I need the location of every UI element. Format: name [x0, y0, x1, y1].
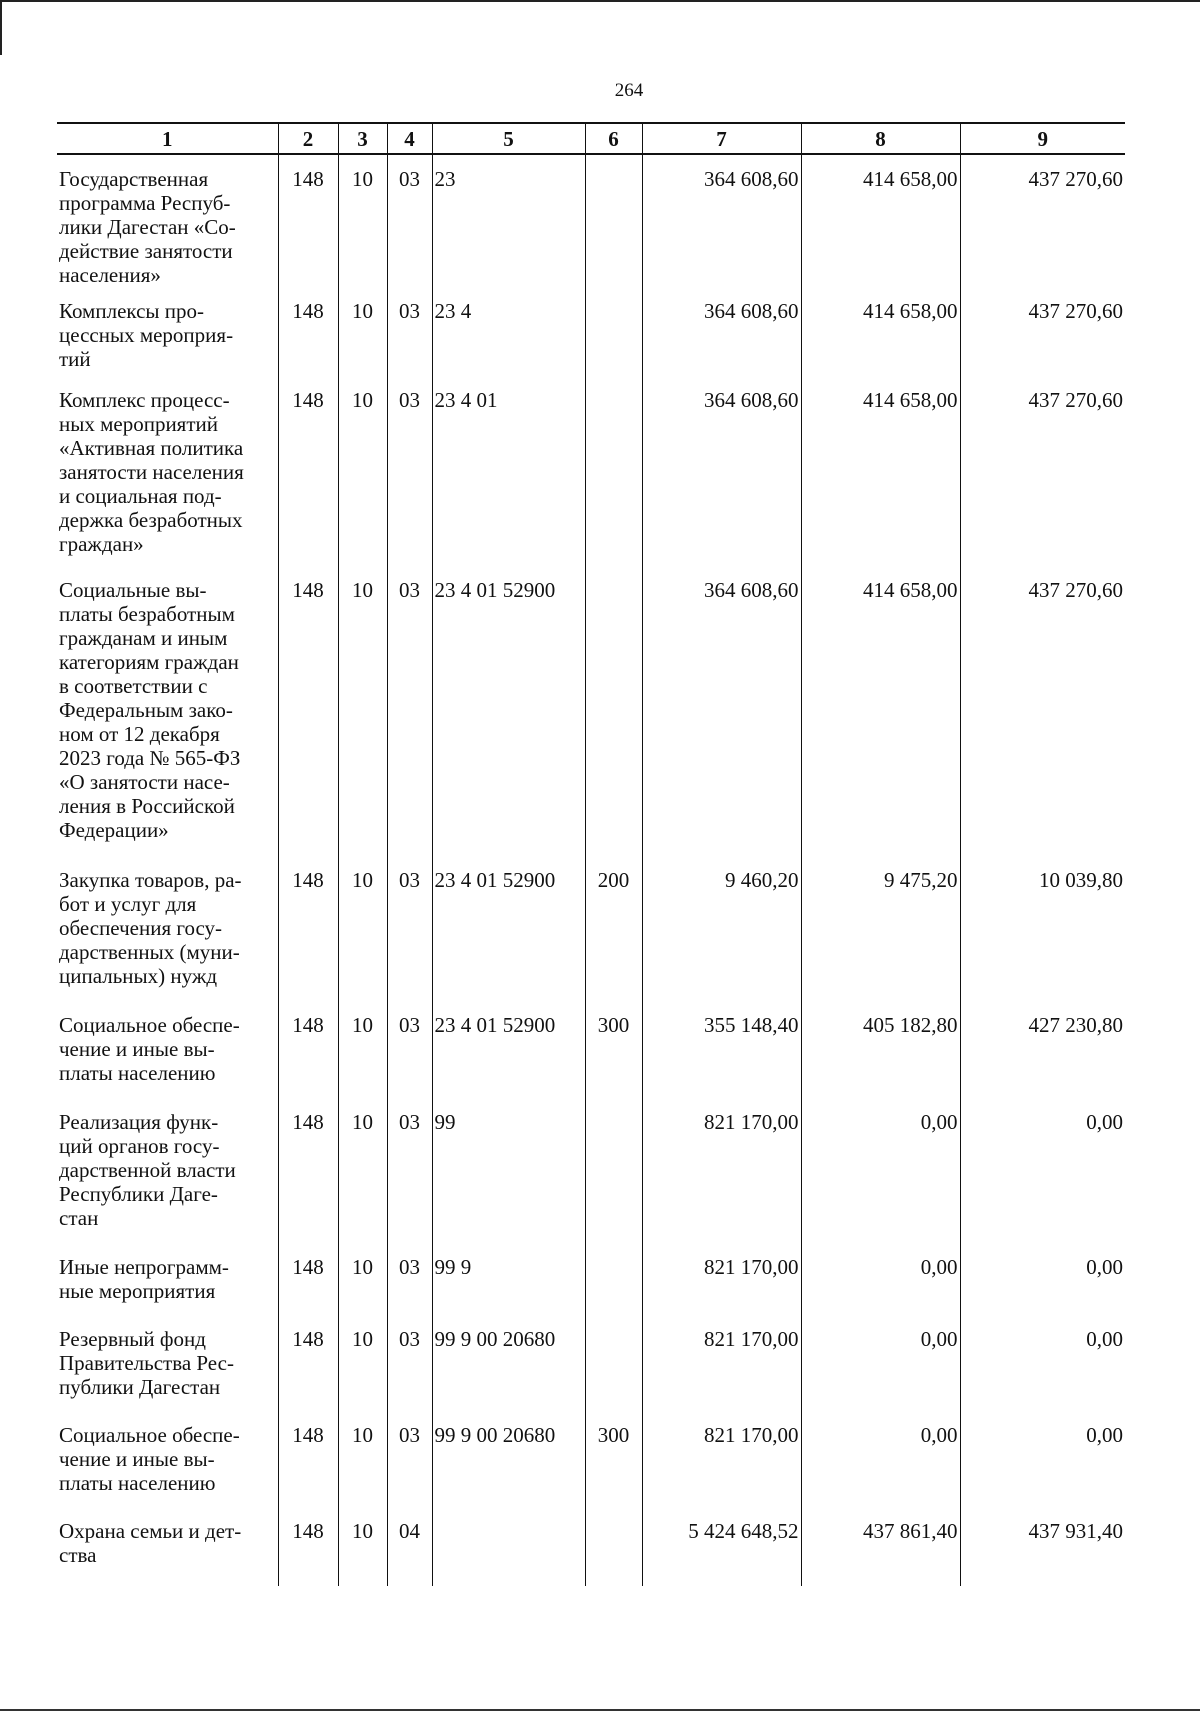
cell-amount-8: 437 861,40 [801, 1507, 960, 1586]
cell-amount-7: 355 148,40 [642, 1001, 801, 1098]
table-row [57, 376, 1125, 566]
cell-admin-code: 148 [278, 154, 338, 287]
cell-amount-7: 5 424 648,52 [642, 1507, 801, 1586]
header-col-7: 7 [642, 123, 801, 154]
top-scan-rule [0, 0, 1200, 2]
header-col-1: 1 [57, 123, 278, 154]
header-col-3: 3 [338, 123, 387, 154]
cell-amount-8: 414 658,00 [801, 287, 960, 376]
cell-section: 10 [338, 1411, 387, 1507]
header-col-4: 4 [387, 123, 432, 154]
cell-amount-9: 0,00 [960, 1098, 1125, 1243]
cell-admin-code: 148 [278, 566, 338, 856]
row-name: Комплекс процесс- ных мероприятий «Активная политика занятости населения и социальная под- держка безработных граждан» [59, 388, 244, 556]
cell-subsection: 03 [387, 154, 432, 287]
cell-expense-type [585, 287, 642, 376]
table-row [57, 287, 1125, 376]
row-name: Государственная программа Респуб- лики Дагестан «Со- действие занятости населения» [59, 167, 236, 287]
cell-amount-9: 437 270,60 [960, 376, 1125, 566]
cell-target-article: 99 [432, 1098, 585, 1243]
cell-section: 10 [338, 376, 387, 566]
cell-amount-9: 437 270,60 [960, 566, 1125, 856]
row-name: Иные непрограмм- ные мероприятия [59, 1255, 229, 1303]
cell-expense-type [585, 154, 642, 287]
cell-amount-7: 821 170,00 [642, 1411, 801, 1507]
cell-section: 10 [338, 1315, 387, 1411]
table-header-row [57, 123, 1125, 154]
cell-target-article: 23 4 01 [432, 376, 585, 566]
cell-amount-9: 10 039,80 [960, 856, 1125, 1001]
cell-amount-8: 414 658,00 [801, 154, 960, 287]
cell-target-article: 23 [432, 154, 585, 287]
cell-admin-code: 148 [278, 1001, 338, 1098]
page-number: 264 [614, 80, 644, 101]
cell-admin-code: 148 [278, 1315, 338, 1411]
cell-admin-code: 148 [278, 1243, 338, 1315]
cell-amount-7: 364 608,60 [642, 376, 801, 566]
cell-amount-8: 414 658,00 [801, 376, 960, 566]
cell-amount-9: 437 931,40 [960, 1507, 1125, 1586]
table-row [57, 154, 1125, 287]
cell-section: 10 [338, 1098, 387, 1243]
table-row [57, 1001, 1125, 1098]
header-col-6: 6 [585, 123, 642, 154]
cell-amount-9: 0,00 [960, 1411, 1125, 1507]
cell-amount-7: 364 608,60 [642, 566, 801, 856]
cell-target-article: 23 4 01 52900 [432, 1001, 585, 1098]
row-name: Охрана семьи и дет- ства [59, 1519, 242, 1567]
cell-target-article: 23 4 01 52900 [432, 566, 585, 856]
budget-table [57, 122, 1125, 1586]
cell-amount-7: 821 170,00 [642, 1315, 801, 1411]
cell-expense-type [585, 1315, 642, 1411]
cell-section: 10 [338, 1507, 387, 1586]
cell-subsection: 03 [387, 856, 432, 1001]
cell-amount-8: 414 658,00 [801, 566, 960, 856]
cell-amount-9: 0,00 [960, 1315, 1125, 1411]
cell-amount-8: 0,00 [801, 1315, 960, 1411]
bottom-scan-rule [0, 1709, 1200, 1711]
cell-section: 10 [338, 1001, 387, 1098]
cell-subsection: 03 [387, 566, 432, 856]
cell-amount-7: 821 170,00 [642, 1243, 801, 1315]
row-name: Социальные вы- платы безработным гражданам и иным категориям граждан в соответствии с Федеральным зако- ном от 12 декабря 2023 года № 565-ФЗ «О занятости насе- ления в Российской Федерации» [59, 578, 241, 842]
table-row [57, 566, 1125, 856]
cell-subsection: 03 [387, 1411, 432, 1507]
cell-expense-type [585, 1098, 642, 1243]
cell-admin-code: 148 [278, 856, 338, 1001]
cell-amount-9: 437 270,60 [960, 287, 1125, 376]
cell-target-article: 23 4 01 52900 [432, 856, 585, 1001]
cell-admin-code: 148 [278, 1098, 338, 1243]
cell-amount-7: 9 460,20 [642, 856, 801, 1001]
header-col-5: 5 [432, 123, 585, 154]
left-scan-rule [0, 0, 2, 55]
cell-subsection: 03 [387, 1243, 432, 1315]
table-row [57, 856, 1125, 1001]
table-row [57, 1098, 1125, 1243]
table-row [57, 1243, 1125, 1315]
cell-amount-9: 427 230,80 [960, 1001, 1125, 1098]
cell-expense-type [585, 1507, 642, 1586]
cell-amount-8: 405 182,80 [801, 1001, 960, 1098]
cell-amount-8: 0,00 [801, 1411, 960, 1507]
header-col-8: 8 [801, 123, 960, 154]
cell-section: 10 [338, 566, 387, 856]
cell-admin-code: 148 [278, 376, 338, 566]
cell-subsection: 03 [387, 1315, 432, 1411]
cell-amount-8: 0,00 [801, 1098, 960, 1243]
cell-subsection: 03 [387, 287, 432, 376]
header-col-2: 2 [278, 123, 338, 154]
cell-admin-code: 148 [278, 287, 338, 376]
cell-subsection: 04 [387, 1507, 432, 1586]
cell-amount-9: 437 270,60 [960, 154, 1125, 287]
cell-target-article [432, 1507, 585, 1586]
cell-amount-7: 364 608,60 [642, 154, 801, 287]
cell-section: 10 [338, 1243, 387, 1315]
table-row [57, 1411, 1125, 1507]
cell-subsection: 03 [387, 376, 432, 566]
table-row [57, 1315, 1125, 1411]
cell-expense-type [585, 1243, 642, 1315]
cell-target-article: 99 9 00 20680 [432, 1315, 585, 1411]
table-row [57, 1507, 1125, 1586]
cell-admin-code: 148 [278, 1411, 338, 1507]
row-name: Комплексы про- цессных мероприя- тий [59, 299, 234, 371]
cell-subsection: 03 [387, 1098, 432, 1243]
cell-target-article: 23 4 [432, 287, 585, 376]
cell-amount-8: 0,00 [801, 1243, 960, 1315]
cell-section: 10 [338, 287, 387, 376]
cell-subsection: 03 [387, 1001, 432, 1098]
header-col-9: 9 [960, 123, 1125, 154]
cell-amount-9: 0,00 [960, 1243, 1125, 1315]
cell-expense-type [585, 566, 642, 856]
cell-admin-code: 148 [278, 1507, 338, 1586]
cell-target-article: 99 9 00 20680 [432, 1411, 585, 1507]
cell-expense-type: 300 [585, 1411, 642, 1507]
row-name: Реализация функ- ций органов госу- дарственной власти Республики Даге- стан [59, 1110, 236, 1230]
cell-expense-type: 300 [585, 1001, 642, 1098]
cell-section: 10 [338, 154, 387, 287]
cell-amount-8: 9 475,20 [801, 856, 960, 1001]
cell-expense-type [585, 376, 642, 566]
row-name: Социальное обеспе- чение и иные вы- платы населению [59, 1013, 240, 1085]
cell-amount-7: 821 170,00 [642, 1098, 801, 1243]
cell-target-article: 99 9 [432, 1243, 585, 1315]
cell-amount-7: 364 608,60 [642, 287, 801, 376]
row-name: Социальное обеспе- чение и иные вы- платы населению [59, 1423, 240, 1495]
cell-section: 10 [338, 856, 387, 1001]
cell-expense-type: 200 [585, 856, 642, 1001]
row-name: Закупка товаров, ра- бот и услуг для обеспечения госу- дарственных (муни- ципальных) нужд [59, 868, 242, 988]
row-name: Резервный фонд Правительства Рес- публики Дагестан [59, 1327, 234, 1399]
